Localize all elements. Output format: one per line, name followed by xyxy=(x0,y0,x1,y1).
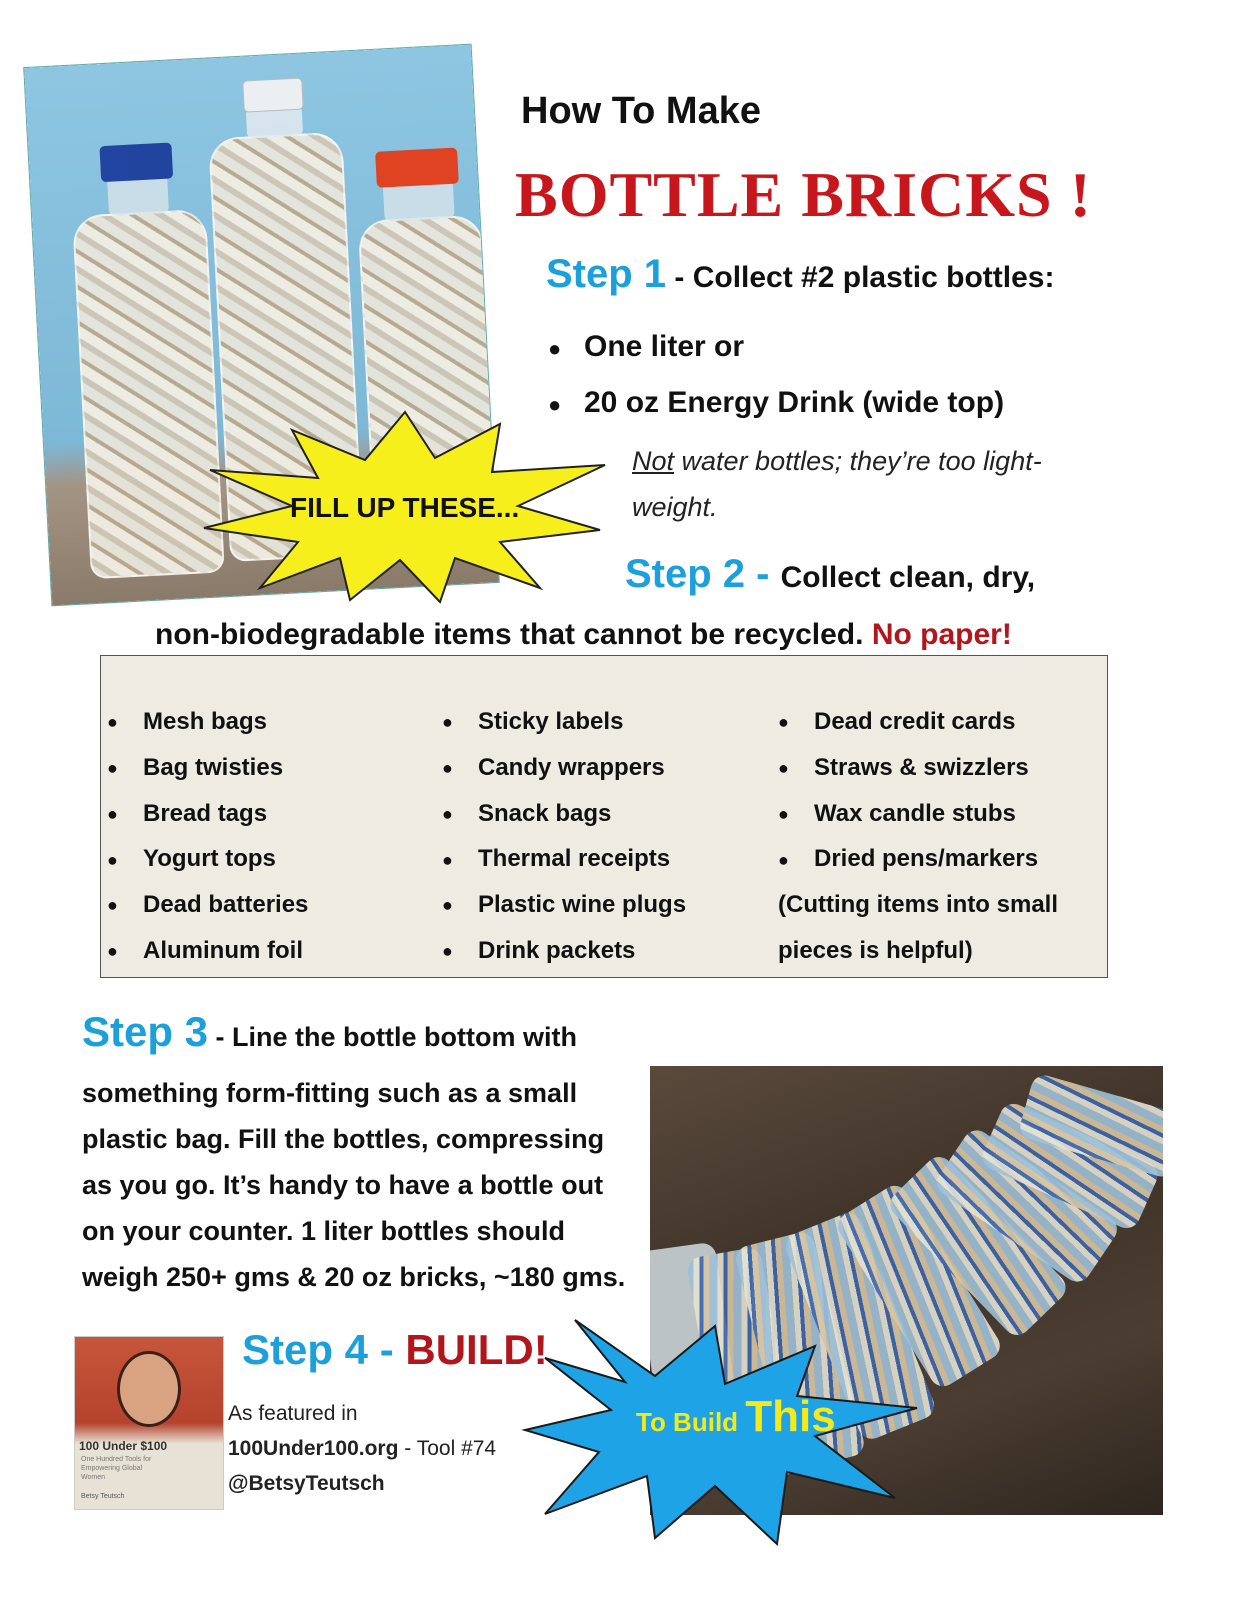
list-item: ● Straws & swizzlers xyxy=(778,753,1029,781)
bullet-icon: ● xyxy=(107,757,118,778)
list-item: ● Wax candle stubs xyxy=(778,799,1016,827)
note-rest: water bottles; they’re too light-weight. xyxy=(632,446,1042,522)
step1-heading xyxy=(546,252,1054,297)
list-item: ● Yogurt tops xyxy=(107,845,276,873)
step3-heading xyxy=(82,1008,577,1056)
featured-site-link[interactable]: 100Under100.org xyxy=(228,1437,399,1460)
bullet-icon: ● xyxy=(442,712,453,733)
bullet-icon: ● xyxy=(548,392,562,417)
step1-bullet-2: ● 20 oz Energy Drink (wide top) xyxy=(548,386,1005,419)
list-item: ● Plastic wine plugs xyxy=(442,891,687,919)
step3-line: as you go. It’s handy to have a bottle out xyxy=(82,1170,604,1200)
step1-text: - Collect #2 plastic bottles: xyxy=(666,261,1055,294)
page-title: BOTTLE BRICKS ! xyxy=(515,159,1092,230)
step3-label: Step 3 xyxy=(82,1008,209,1055)
list-item: ● Aluminum foil xyxy=(107,936,303,964)
fill-up-label: FILL UP THESE... xyxy=(290,492,520,523)
build-this-small: To Build xyxy=(636,1407,746,1437)
bullet-icon: ● xyxy=(548,336,562,361)
list-item: ● Sticky labels xyxy=(442,708,624,735)
list-item: ● Dead credit cards xyxy=(778,708,1016,735)
how-to-heading: How To Make xyxy=(521,90,761,132)
step2-text-cont: non-biodegradable items that cannot be recycled. No paper! xyxy=(155,618,1012,651)
featured-site-line: 100Under100.org - Tool #74 xyxy=(228,1437,497,1460)
list-item: ● Candy wrappers xyxy=(442,753,665,781)
bullet-icon: ● xyxy=(107,849,118,870)
bullet-icon: ● xyxy=(778,712,789,733)
items-column-2 xyxy=(442,708,686,983)
bullet-icon: ● xyxy=(778,757,789,778)
step4-heading xyxy=(242,1326,548,1374)
cutting-tip-line-2: pieces is helpful) xyxy=(778,936,973,964)
note-not: Not xyxy=(632,446,675,476)
items-box xyxy=(100,655,1108,978)
step2-heading xyxy=(625,552,1035,597)
items-column-3 xyxy=(778,708,1058,983)
bullet-icon: ● xyxy=(107,803,118,824)
step1-label: Step 1 xyxy=(546,252,667,296)
featured-credit xyxy=(228,1396,496,1501)
bullet-icon: ● xyxy=(442,849,453,870)
list-item: ● Mesh bags xyxy=(107,708,268,735)
book-cover-image xyxy=(74,1336,224,1510)
list-item: ● Dead batteries xyxy=(107,891,309,919)
list-item: ● Thermal receipts xyxy=(442,845,671,873)
step4-label: Step 4 - xyxy=(242,1326,406,1373)
step3-line: something form-fitting such as a small xyxy=(82,1078,578,1108)
step3-line: plastic bag. Fill the bottles, compressing xyxy=(82,1124,605,1154)
list-item: ● Snack bags xyxy=(442,799,612,827)
book-subtitle: One Hundred Tools for Empowering Global Women xyxy=(81,1456,152,1481)
step1-note xyxy=(632,438,1102,530)
bullet-icon: ● xyxy=(107,941,118,962)
twitter-handle[interactable]: @BetsyTeutsch xyxy=(228,1472,385,1495)
items-column-1 xyxy=(107,708,308,983)
bullet-icon: ● xyxy=(442,895,453,916)
build-this-big: This xyxy=(745,1392,836,1441)
bullet-icon: ● xyxy=(442,803,453,824)
step2-text: Collect clean, dry, xyxy=(780,561,1036,594)
build-this-label xyxy=(636,1392,836,1442)
list-item: ● Bag twisties xyxy=(107,753,284,781)
no-paper-warning: No paper! xyxy=(871,618,1012,651)
book-author: Betsy Teutsch xyxy=(81,1493,125,1500)
bullet-icon: ● xyxy=(442,757,453,778)
step2-label: Step 2 - xyxy=(625,552,781,596)
list-item: ● Bread tags xyxy=(107,799,268,827)
bullet-icon: ● xyxy=(778,803,789,824)
bullet-icon: ● xyxy=(107,895,118,916)
bullet-icon: ● xyxy=(778,849,789,870)
step3-text: - Line the bottle bottom with xyxy=(208,1022,577,1052)
step1-bullet-1: ● One liter or xyxy=(548,330,745,363)
step3-body xyxy=(82,1070,642,1300)
bullet-icon: ● xyxy=(107,712,118,733)
featured-line: As featured in xyxy=(228,1402,358,1425)
bullet-icon: ● xyxy=(442,941,453,962)
step3-line: weigh 250+ gms & 20 oz bricks, ~180 gms. xyxy=(82,1262,626,1292)
list-item: ● Dried pens/markers xyxy=(778,845,1039,873)
author-photo xyxy=(117,1351,181,1427)
list-item: ● Drink packets xyxy=(442,936,636,964)
cutting-tip-line-1: (Cutting items into small xyxy=(778,891,1059,919)
book-title: 100 Under $100 xyxy=(79,1439,168,1453)
build-label: BUILD! xyxy=(405,1326,548,1373)
step3-line: on your counter. 1 liter bottles should xyxy=(82,1216,566,1246)
